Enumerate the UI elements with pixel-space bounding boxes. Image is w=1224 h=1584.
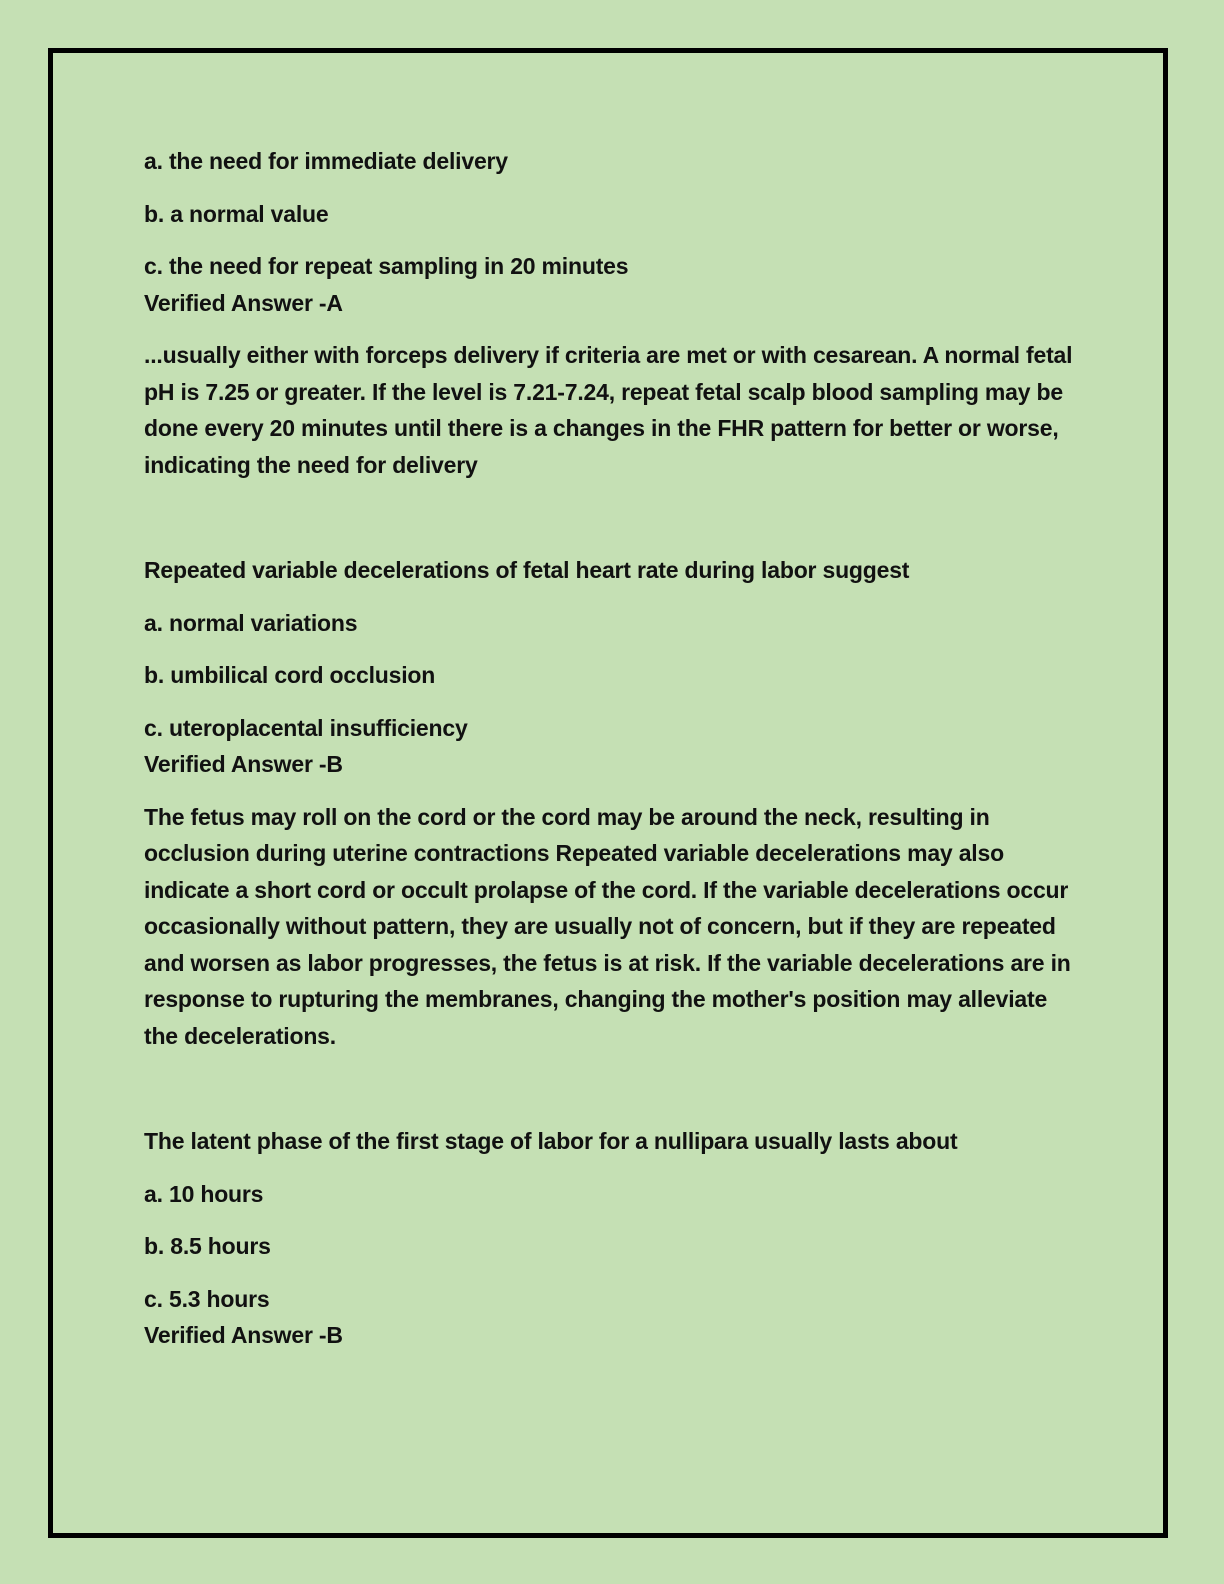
option-b: b. a normal value xyxy=(144,200,329,227)
option-c: c. 5.3 hours xyxy=(144,1285,270,1312)
question-text: Repeated variable decelerations of fetal heart rate during labor suggest xyxy=(144,557,910,583)
answer-explanation: ...usually either with forceps delivery if criteria are met or with cesarean. A normal fetal pH is 7.25 or greater. If the level is 7.21-7.24, repeat fetal scalp blood sampling may be done every 20 minutes until there is a changes in the FHR pattern for better or worse, indicating the need for delivery xyxy=(144,342,1073,478)
option-c: c. uteroplacental insufficiency xyxy=(144,714,468,741)
option-b: b. 8.5 hours xyxy=(144,1233,271,1259)
verified-answer: Verified Answer -A xyxy=(144,289,343,316)
option-a: a. the need for immediate delivery xyxy=(144,148,508,174)
option-a: a. normal variations xyxy=(144,609,358,636)
option-b: b. umbilical cord occlusion xyxy=(144,662,436,688)
document-content xyxy=(144,143,1084,1354)
option-a: a. 10 hours xyxy=(144,1180,264,1207)
verified-answer: Verified Answer -B xyxy=(144,751,343,777)
answer-explanation: The fetus may roll on the cord or the cord may be around the neck, resulting in occlusion during uterine contractions Repeated variable decelerations may also indicate a short cord or occult prolapse of the cord. If the variable decelerations occur occasionally without pattern, they are usually not of concern, but if they are repeated and worsen as labor progresses, the fetus is at risk. If the variable decelerations are in response to rupturing the membranes, changing the mother's position may alleviate the decelerations. xyxy=(144,803,1071,1049)
option-c: c. the need for repeat sampling in 20 minutes xyxy=(144,253,629,279)
question-text: The latent phase of the first stage of labor for a nullipara usually lasts about xyxy=(144,1128,958,1154)
verified-answer: Verified Answer -B xyxy=(144,1322,343,1348)
